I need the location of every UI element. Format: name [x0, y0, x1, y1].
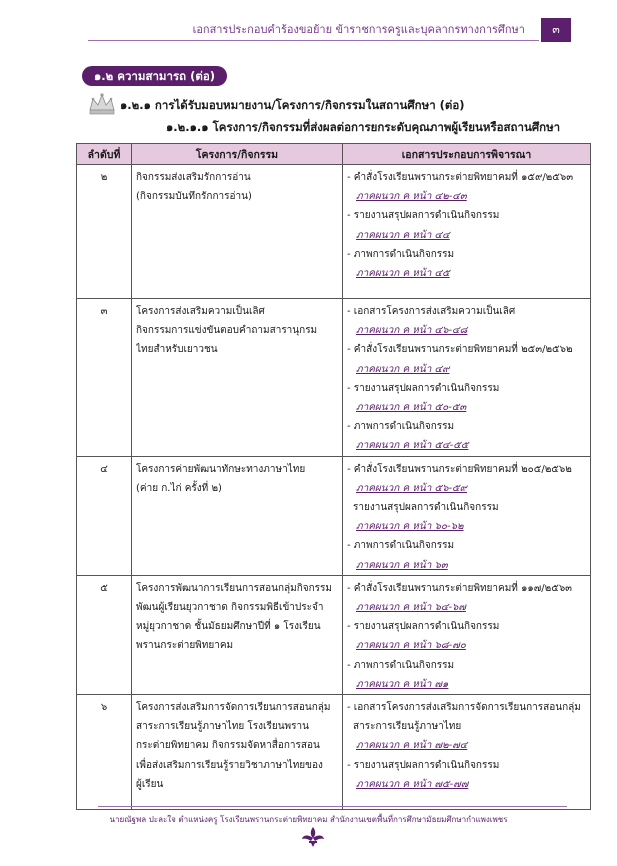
documents-cell [343, 695, 591, 810]
project-line: (ค่าย ก.ไก่ ครั้งที่ ๒) [136, 482, 222, 494]
appendix-link[interactable]: ภาคผนวก ค หน้า ๕๔-๕๕ [356, 440, 469, 452]
project-line: ผู้เรียน [136, 778, 164, 790]
document-item: - ภาพการดำเนินกิจกรรม [347, 248, 455, 260]
document-item: - ภาพการดำเนินกิจกรรม [347, 540, 455, 552]
document-item: - เอกสารโครงการส่งเสริมการจัดการเรียนการสอนกลุ่ม [347, 702, 581, 714]
project-line: โครงการส่งเสริมการจัดการเรียนการสอนกลุ่ม [136, 702, 331, 714]
column-header-number: ลำดับที่ [77, 144, 132, 165]
documents-cell [343, 456, 591, 575]
appendix-link[interactable]: ภาคผนวก ค หน้า ๗๑ [356, 678, 449, 690]
appendix-link[interactable]: ภาคผนวก ค หน้า ๗๒-๗๔ [356, 740, 468, 752]
project-line: (กิจกรรมบันทึกรักการอ่าน) [136, 191, 252, 203]
row-number: ๓ [77, 299, 132, 457]
document-item: - ภาพการดำเนินกิจกรรม [347, 659, 455, 671]
project-line: สาระการเรียนรู้ภาษาไทย โรงเรียนพราน [136, 721, 309, 733]
table-row [77, 456, 591, 575]
table-row [77, 299, 591, 457]
documents-cell [343, 165, 591, 299]
appendix-link[interactable]: ภาคผนวก ค หน้า ๔๖-๔๘ [356, 325, 468, 337]
documents-cell [343, 575, 591, 694]
row-number: ๒ [77, 165, 132, 299]
project-line: หมู่ยุวกาชาด ชั้นมัธยมศึกษาปีที่ ๑ โรงเรียน [136, 621, 321, 633]
appendix-link[interactable]: ภาคผนวก ค หน้า ๖๘-๗๐ [356, 640, 466, 652]
project-cell [132, 456, 343, 575]
projects-table [76, 143, 591, 810]
project-line: กระต่ายพิทยาคม กิจกรรมจัดหาสื่อการสอน [136, 740, 320, 752]
document-item: - คำสั่งโรงเรียนพรานกระต่ายพิทยาคมที่ ๒๐๕/๒๕๖๒ [347, 463, 572, 475]
section-label: ๑.๒ ความสามารถ (ต่อ) [82, 66, 227, 86]
row-number: ๔ [77, 456, 132, 575]
header-title: เอกสารประกอบคำร้องขอย้าย ข้าราชการครูและบุคลากรทางการศึกษา [192, 23, 525, 36]
table-row [77, 165, 591, 299]
documents-cell [343, 299, 591, 457]
document-item: - คำสั่งโรงเรียนพรานกระต่ายพิทยาคมที่ ๑๑๗/๒๕๖๓ [347, 582, 573, 594]
row-number: ๕ [77, 575, 132, 694]
header-divider [88, 40, 539, 41]
row-number: ๖ [77, 695, 132, 810]
crown-icon [88, 92, 116, 116]
document-item: - คำสั่งโรงเรียนพรานกระต่ายพิทยาคมที่ ๒๕๓/๒๕๖๒ [347, 344, 573, 356]
project-cell [132, 575, 343, 694]
project-cell [132, 165, 343, 299]
appendix-link[interactable]: ภาคผนวก ค หน้า ๕๐-๕๓ [356, 402, 467, 414]
document-item: รายงานสรุปผลการดำเนินกิจกรรม [353, 502, 499, 514]
project-cell [132, 299, 343, 457]
page-number: ๓ [541, 18, 571, 42]
table-row [77, 575, 591, 694]
appendix-link[interactable]: ภาคผนวก ค หน้า ๔๕ [356, 268, 450, 280]
appendix-link[interactable]: ภาคผนวก ค หน้า ๗๕-๗๗ [356, 778, 469, 790]
appendix-link[interactable]: ภาคผนวก ค หน้า ๖๓ [356, 559, 448, 571]
document-item: - รายงานสรุปผลการดำเนินกิจกรรม [347, 621, 500, 633]
footer-text: นายณัฐพล ปะละใจ ตำแหน่งครู โรงเรียนพรานกระต่ายพิทยาคม สำนักงานเขตพื้นที่การศึกษามัธยมศึกษากำแพงเพชร [109, 815, 508, 824]
page-header [0, 14, 617, 42]
document-item: - เอกสารโครงการส่งเสริมความเป็นเลิศ [347, 306, 516, 317]
project-cell [132, 695, 343, 810]
project-line: กิจกรรมส่งเสริมรักการอ่าน [136, 172, 251, 183]
table-row [77, 695, 591, 810]
project-line: โครงการส่งเสริมความเป็นเลิศ [136, 306, 265, 317]
document-item: สาระการเรียนรู้ภาษาไทย [353, 721, 462, 733]
document-item: - รายงานสรุปผลการดำเนินกิจกรรม [347, 382, 500, 394]
document-item: - รายงานสรุปผลการดำเนินกิจกรรม [347, 759, 500, 771]
document-item: - ภาพการดำเนินกิจกรรม [347, 421, 455, 433]
appendix-link[interactable]: ภาคผนวก ค หน้า ๖๐-๖๒ [356, 521, 464, 533]
footer-divider [98, 806, 567, 807]
appendix-link[interactable]: ภาคผนวก ค หน้า ๕๖-๕๙ [356, 482, 467, 494]
document-item: - คำสั่งโรงเรียนพรานกระต่ายพิทยาคมที่ ๑๕๙/๒๕๖๓ [347, 172, 574, 183]
appendix-link[interactable]: ภาคผนวก ค หน้า ๖๔-๖๗ [356, 602, 466, 614]
subsubsection-title: ๑.๒.๑.๑ โครงการ/กิจกรรมที่ส่งผลต่อการยกระดับคุณภาพผู้เรียนหรือสถานศึกษา [166, 120, 561, 134]
project-line: พัฒนผู้เรียนยุวกาชาด กิจกรรมพิธีเข้าประจำ [136, 602, 324, 614]
table-header-row [77, 144, 591, 165]
fleur-ornament-icon [300, 826, 326, 848]
project-line: กิจกรรมการแข่งขันตอบคำถามสารานุกรม [136, 325, 318, 337]
project-line: พรานกระต่ายพิทยาคม [136, 640, 234, 652]
project-line: ไทยสำหรับเยาวชน [136, 344, 218, 356]
document-item: - รายงานสรุปผลการดำเนินกิจกรรม [347, 210, 500, 222]
appendix-link[interactable]: ภาคผนวก ค หน้า ๔๒-๔๓ [356, 191, 467, 203]
subsection-title: ๑.๒.๑ การได้รับมอบหมายงาน/โครงการ/กิจกรรมในสถานศึกษา (ต่อ) [120, 98, 465, 112]
appendix-link[interactable]: ภาคผนวก ค หน้า ๔๙ [356, 363, 450, 375]
project-line: เพื่อส่งเสริมการเรียนรู้รายวิชาภาษาไทยของ [136, 759, 323, 771]
appendix-link[interactable]: ภาคผนวก ค หน้า ๔๔ [356, 229, 450, 241]
project-line: โครงการพัฒนาการเรียนการสอนกลุ่มกิจกรรม [136, 582, 333, 594]
project-line: โครงการค่ายพัฒนาทักษะทางภาษาไทย [136, 463, 306, 475]
column-header-project: โครงการ/กิจกรรม [132, 144, 343, 165]
column-header-documents: เอกสารประกอบการพิจารณา [343, 144, 591, 165]
